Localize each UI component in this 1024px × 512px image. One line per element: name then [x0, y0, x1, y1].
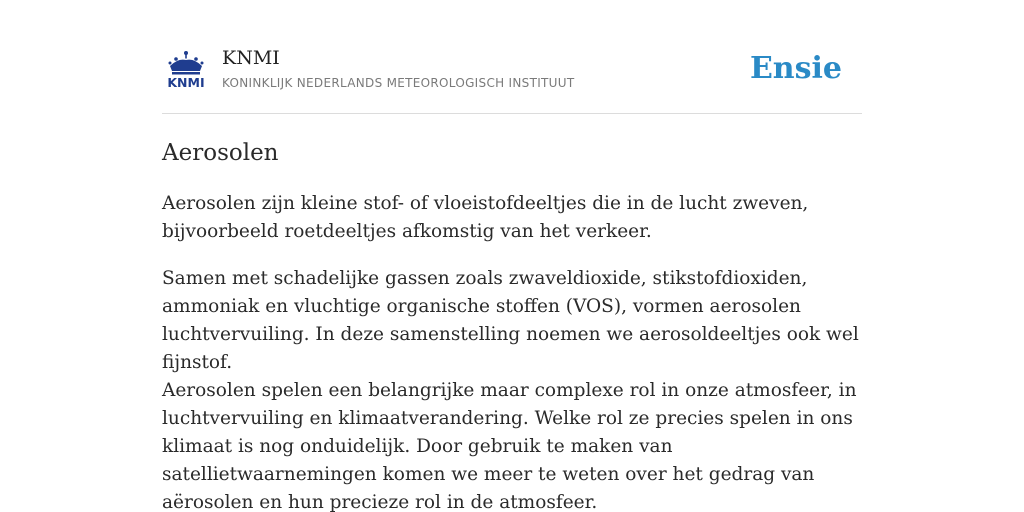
logo-text: KNMI: [167, 75, 205, 90]
org-name: KNMI: [222, 47, 280, 69]
article-title: Aerosolen: [162, 140, 279, 166]
content-container: [162, 0, 862, 512]
knmi-crown-logo[interactable]: [164, 50, 208, 90]
article-paragraph: Samen met schadelijke gassen zoals zwaveldioxide, stikstofdioxiden, ammoniak en vluchtige organische stoffen (VOS), vormen aerosolen luchtvervuiling. In deze samenstelling noemen we aerosoldeeltjes ook wel fijnstof.: [162, 268, 859, 373]
brand-logo-link[interactable]: Ensie: [749, 51, 842, 86]
article-paragraph: Aerosolen spelen een belangrijke maar complexe rol in onze atmosfeer, in luchtvervuiling en klimaatverandering. Welke rol ze precies spelen in ons klimaat is nog onduidelijk. Door gebruik te maken van satellietwaarnemingen komen we meer te weten over het gedrag van aërosolen en hun precieze rol in de atmosfeer.: [162, 380, 857, 512]
article-paragraph: Aerosolen zijn kleine stof- of vloeistofdeeltjes die in de lucht zweven, bijvoorbeeld roetdeeltjes afkomstig van het verkeer.: [162, 193, 809, 242]
org-full-name: KONINKLIJK NEDERLANDS METEOROLOGISCH INSTITUUT: [222, 76, 575, 90]
page-header: [162, 0, 862, 114]
